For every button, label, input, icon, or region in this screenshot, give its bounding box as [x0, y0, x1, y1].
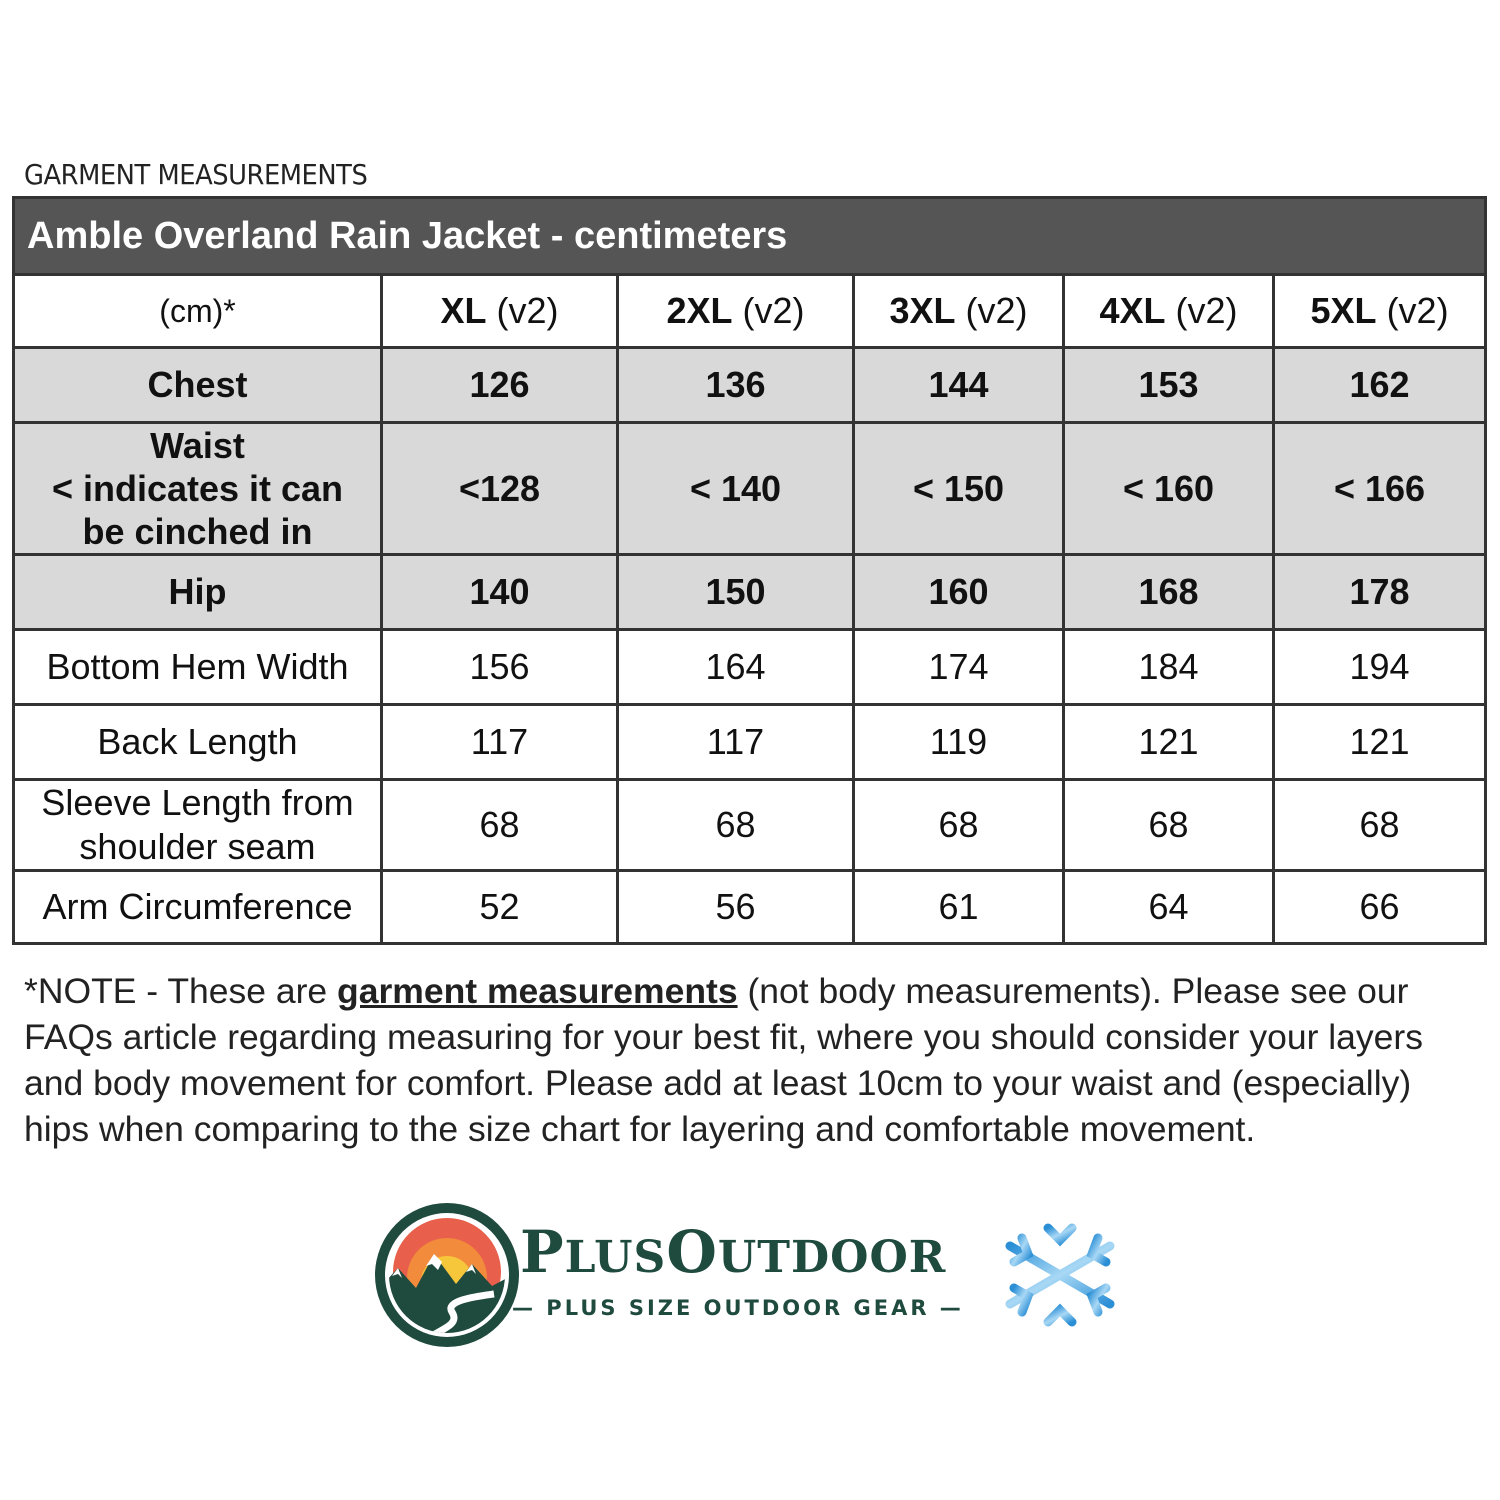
size-header-xl: [382, 275, 618, 348]
plusoutdoor-logo: [372, 1200, 1132, 1350]
table-cell: 168: [1064, 555, 1274, 630]
row-label-line: shoulder seam: [79, 826, 316, 867]
size-version: (v2): [965, 290, 1028, 331]
table-cell: 117: [618, 705, 854, 780]
size-code: 4XL: [1099, 290, 1166, 331]
table-row-bottom-hem: [14, 630, 1486, 705]
header-row: [14, 275, 1486, 348]
table-cell: 61: [854, 871, 1064, 944]
table-row-back-length: [14, 705, 1486, 780]
table-cell: 52: [382, 871, 618, 944]
size-version: (v2): [742, 290, 805, 331]
size-header-2xl: [618, 275, 854, 348]
note-prefix: *NOTE - These are: [24, 971, 338, 1011]
table-cell: 64: [1064, 871, 1274, 944]
table-cell: < 160: [1064, 423, 1274, 555]
title-row: [14, 198, 1486, 275]
table-cell: < 166: [1274, 423, 1486, 555]
size-code: 5XL: [1310, 290, 1377, 331]
table-cell: 121: [1064, 705, 1274, 780]
table-cell: 156: [382, 630, 618, 705]
size-chart-table: [12, 196, 1487, 945]
table-cell: 164: [618, 630, 854, 705]
table-cell: 68: [854, 780, 1064, 871]
row-label: Bottom Hem Width: [14, 630, 382, 705]
table-cell: 68: [1064, 780, 1274, 871]
size-header-5xl: [1274, 275, 1486, 348]
table-cell: 178: [1274, 555, 1486, 630]
table-cell: 68: [618, 780, 854, 871]
size-code: XL: [440, 290, 487, 331]
snowflake-icon: [990, 1210, 1130, 1340]
table-cell: 121: [1274, 705, 1486, 780]
size-code: 3XL: [889, 290, 956, 331]
row-label: [14, 423, 382, 555]
table-cell: 140: [382, 555, 618, 630]
table-cell: < 150: [854, 423, 1064, 555]
note-body: (not body measurements). Please see our FAQs article regarding measuring for your best fit, where you should consider your layers and body movement for comfort. Please add at least 10cm to your waist and (especially) hips when comparing to the size chart for layering and comfortable movement.: [24, 971, 1423, 1149]
size-header-4xl: [1064, 275, 1274, 348]
brand-name: [520, 1218, 946, 1286]
row-label: Arm Circumference: [14, 871, 382, 944]
size-version: (v2): [1175, 290, 1238, 331]
table-cell: 162: [1274, 348, 1486, 423]
table-cell: 160: [854, 555, 1064, 630]
row-label-line: Waist: [150, 425, 245, 466]
brand-small-caps: LUS: [564, 1232, 667, 1283]
table-row-sleeve-length: [14, 780, 1486, 871]
table-cell: 117: [382, 705, 618, 780]
size-code: 2XL: [666, 290, 733, 331]
table-cell: 150: [618, 555, 854, 630]
garment-measurements-link[interactable]: garment measurements: [337, 971, 738, 1011]
table-cell: 194: [1274, 630, 1486, 705]
size-header-3xl: [854, 275, 1064, 348]
table-row-arm-circumference: [14, 871, 1486, 944]
row-label: Chest: [14, 348, 382, 423]
table-cell: < 140: [618, 423, 854, 555]
table-cell: 126: [382, 348, 618, 423]
table-row-hip: [14, 555, 1486, 630]
table-cell: 136: [618, 348, 854, 423]
table-cell: 144: [854, 348, 1064, 423]
row-label: Back Length: [14, 705, 382, 780]
table-cell: <128: [382, 423, 618, 555]
measurement-note: [24, 968, 1474, 1152]
table-row-waist: [14, 423, 1486, 555]
brand-initial: O: [666, 1218, 718, 1286]
table-cell: 153: [1064, 348, 1274, 423]
brand-tagline: — PLUS SIZE OUTDOOR GEAR —: [512, 1296, 964, 1320]
table-title: Amble Overland Rain Jacket - centimeters: [14, 198, 1486, 275]
table-row-chest: [14, 348, 1486, 423]
size-version: (v2): [496, 290, 559, 331]
table-cell: 119: [854, 705, 1064, 780]
mountain-badge-icon: [372, 1200, 522, 1350]
row-label-line: < indicates it can: [51, 468, 344, 509]
brand-small-caps: UTDOOR: [717, 1232, 947, 1283]
row-label-line: be cinched in: [82, 511, 313, 552]
size-version: (v2): [1386, 290, 1449, 331]
row-label-line: Sleeve Length from: [41, 782, 354, 823]
unit-header: (cm)*: [14, 275, 382, 348]
table-cell: 66: [1274, 871, 1486, 944]
section-label: GARMENT MEASUREMENTS: [24, 158, 368, 191]
table-cell: 174: [854, 630, 1064, 705]
table-cell: 56: [618, 871, 854, 944]
table-cell: 68: [382, 780, 618, 871]
table-cell: 184: [1064, 630, 1274, 705]
row-label: [14, 780, 382, 871]
table-cell: 68: [1274, 780, 1486, 871]
brand-initial: P: [520, 1218, 565, 1286]
row-label: Hip: [14, 555, 382, 630]
